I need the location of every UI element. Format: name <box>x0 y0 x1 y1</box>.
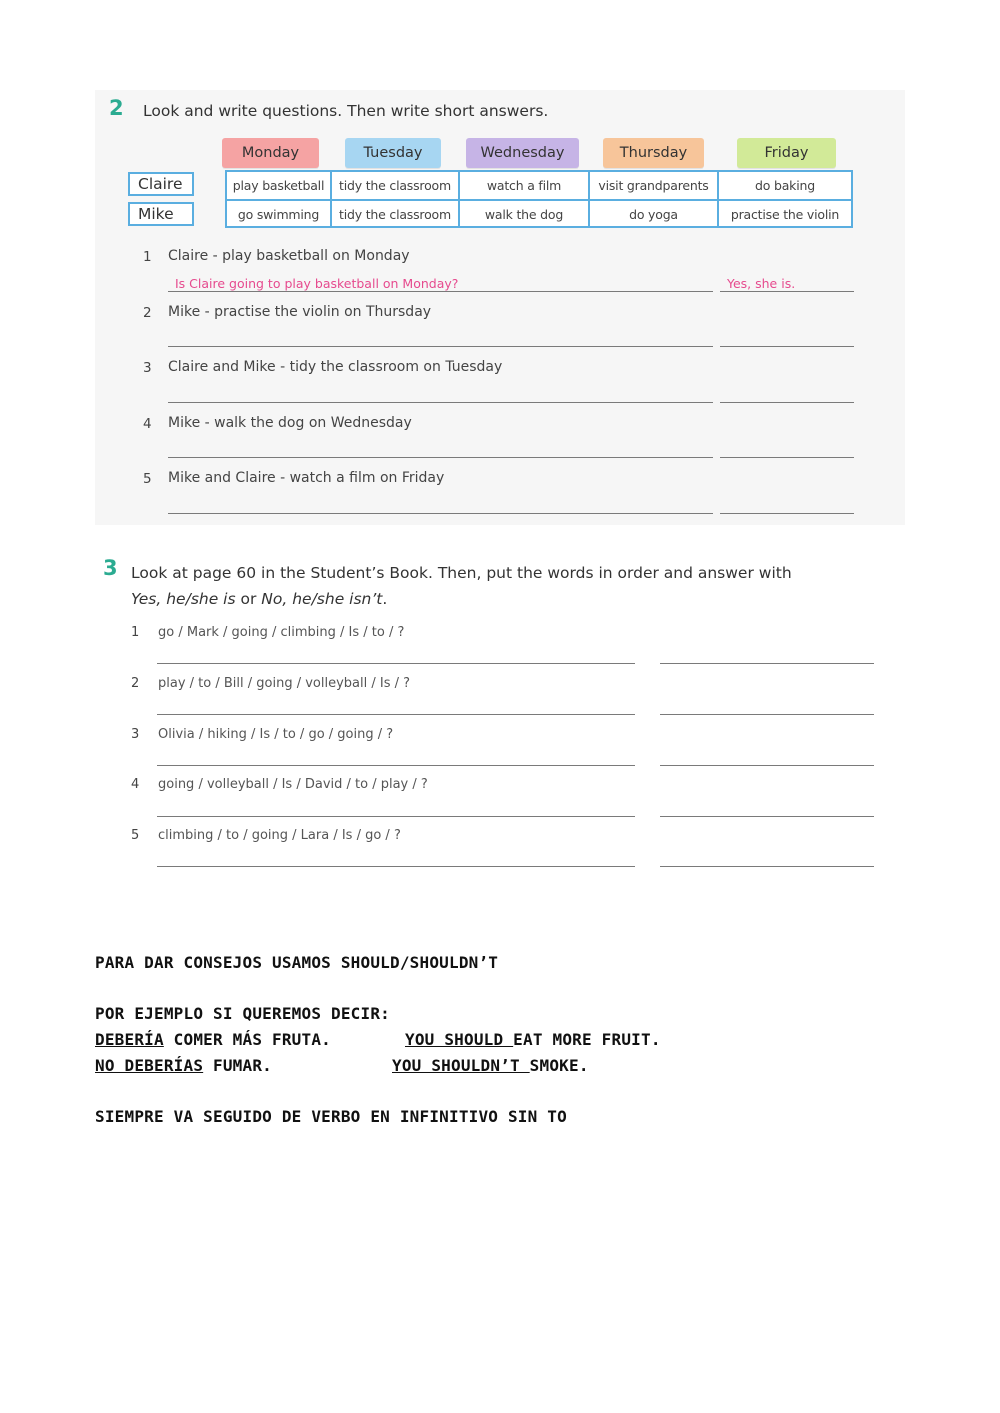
answer-line-question[interactable] <box>168 402 713 403</box>
item-number: 3 <box>131 727 140 742</box>
item-number: 1 <box>131 625 140 640</box>
table-cell: walk the dog <box>484 207 564 222</box>
answer-line-short[interactable] <box>720 513 854 514</box>
underlined-word: DEBERÍA <box>95 1030 164 1049</box>
answer-line-question[interactable] <box>157 866 635 867</box>
table-cell: watch a film <box>486 178 562 193</box>
item-number: 3 <box>143 360 152 376</box>
row-label-claire: Claire <box>128 172 194 196</box>
day-header-monday: Monday <box>222 138 319 168</box>
answer-line-question[interactable] <box>157 765 635 766</box>
answer-line-short[interactable] <box>720 457 854 458</box>
activity-table <box>225 170 853 228</box>
answer-line-question[interactable] <box>157 714 635 715</box>
answer-line-short[interactable] <box>660 816 874 817</box>
table-cell: tidy the classroom <box>339 178 451 193</box>
underlined-word: YOU SHOULDN’T <box>392 1056 530 1075</box>
item-prompt: Mike and Claire - watch a film on Friday <box>168 470 445 486</box>
note-intro: POR EJEMPLO SI QUEREMOS DECIR: <box>95 1004 390 1023</box>
answer-line-short[interactable] <box>660 765 874 766</box>
item-number: 4 <box>131 777 140 792</box>
exercise-2-title: Look and write questions. Then write short answers. <box>143 102 549 120</box>
answer-line-short[interactable] <box>660 714 874 715</box>
answer-line-question[interactable] <box>157 816 635 817</box>
day-header-thursday: Thursday <box>603 138 704 168</box>
note-rule: SIEMPRE VA SEGUIDO DE VERBO EN INFINITIVO SIN TO <box>95 1107 567 1126</box>
item-prompt: play / to / Bill / going / volleyball / Is / ? <box>158 676 411 691</box>
example-text: SMOKE. <box>529 1056 589 1075</box>
item-prompt: Mike - walk the dog on Wednesday <box>168 415 412 431</box>
day-header-friday: Friday <box>737 138 836 168</box>
exercise-3-number: 3 <box>103 556 118 580</box>
exercise-2-number: 2 <box>109 96 124 120</box>
item-prompt: Claire and Mike - tidy the classroom on Tuesday <box>168 359 503 375</box>
note-example-2-en <box>392 1056 589 1075</box>
item-prompt: Mike - practise the violin on Thursday <box>168 304 432 320</box>
answer-line-short[interactable] <box>720 346 854 347</box>
example-text: EAT MORE FRUIT. <box>513 1030 661 1049</box>
table-cell: practise the violin <box>730 207 840 222</box>
example-answer: Yes, she is. <box>727 276 796 291</box>
item-prompt: going / volleyball / Is / David / to / play / ? <box>158 777 428 792</box>
row-label-mike: Mike <box>128 202 194 226</box>
note-example-1-es <box>95 1030 331 1049</box>
answer-line-short[interactable] <box>720 402 854 403</box>
example-text: COMER MÁS FRUTA. <box>163 1030 332 1049</box>
item-number: 2 <box>131 676 140 691</box>
item-prompt: climbing / to / going / Lara / Is / go / ? <box>158 828 401 843</box>
answer-line-question[interactable] <box>168 291 713 292</box>
answer-line-question[interactable] <box>168 513 713 514</box>
answer-yes-form: Yes, he/she is <box>131 590 236 608</box>
note-heading: PARA DAR CONSEJOS USAMOS SHOULD/SHOULDN’T <box>95 953 499 972</box>
item-prompt: go / Mark / going / climbing / Is / to / ? <box>158 625 405 640</box>
note-example-2-es <box>95 1056 272 1075</box>
item-prompt: Claire - play basketball on Monday <box>168 248 410 264</box>
answer-line-short[interactable] <box>660 866 874 867</box>
answer-line-question[interactable] <box>157 663 635 664</box>
table-cell: tidy the classroom <box>339 207 451 222</box>
answer-no-form: No, he/she isn’t <box>261 590 383 608</box>
answer-line-short[interactable] <box>660 663 874 664</box>
item-number: 2 <box>143 305 152 321</box>
table-cell: do yoga <box>629 207 678 222</box>
note-example-1-en <box>405 1030 661 1049</box>
day-header-wednesday: Wednesday <box>466 138 579 168</box>
exercise-3-title-line2 <box>131 586 792 612</box>
table-cell: go swimming <box>237 207 320 222</box>
answer-line-question[interactable] <box>168 457 713 458</box>
item-number: 4 <box>143 416 152 432</box>
example-text: FUMAR. <box>203 1056 273 1075</box>
table-cell: play basketball <box>232 178 325 193</box>
underlined-word: YOU SHOULD <box>405 1030 514 1049</box>
item-number: 1 <box>143 249 152 265</box>
answer-line-short[interactable] <box>720 291 854 292</box>
answer-line-question[interactable] <box>168 346 713 347</box>
title-connector: or <box>235 590 262 608</box>
exercise-3-title-line1: Look at page 60 in the Student’s Book. Then, put the words in order and answer with <box>131 564 792 582</box>
day-header-tuesday: Tuesday <box>345 138 441 168</box>
table-cell: visit grandparents <box>598 178 709 193</box>
item-number: 5 <box>143 471 152 487</box>
exercise-3-title <box>131 560 792 612</box>
underlined-word: NO DEBERÍAS <box>95 1056 204 1075</box>
exercise-2-panel <box>95 90 905 525</box>
item-prompt: Olivia / hiking / Is / to / go / going / ? <box>158 727 394 742</box>
title-period: . <box>382 590 388 608</box>
example-question: Is Claire going to play basketball on Monday? <box>175 276 459 291</box>
table-cell: do baking <box>755 178 815 193</box>
item-number: 5 <box>131 828 140 843</box>
